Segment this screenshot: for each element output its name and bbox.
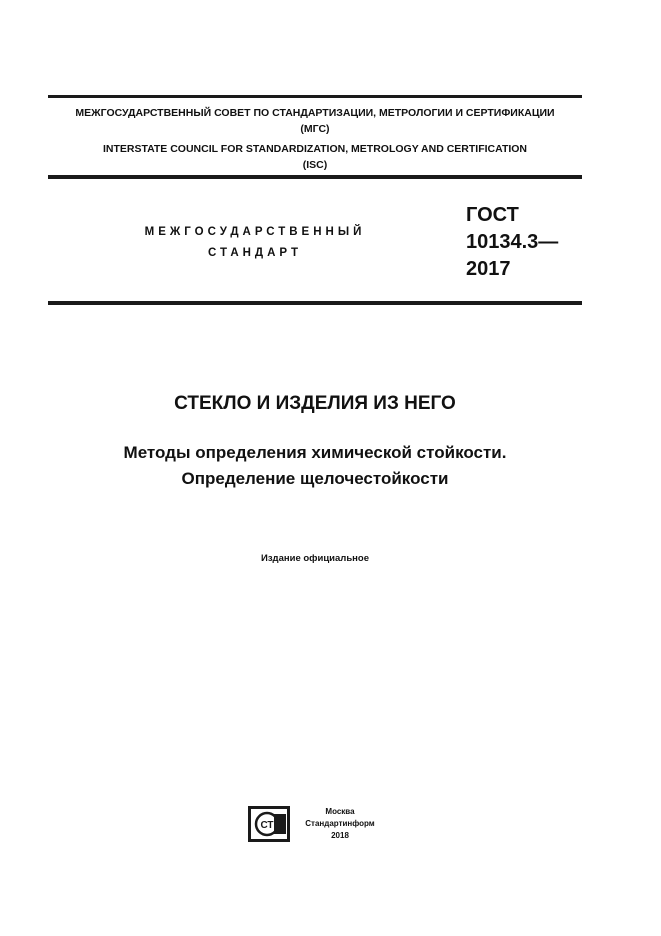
logo-text: СТ: [260, 820, 274, 831]
council-en-line2: (ISC): [302, 159, 328, 171]
standard-label-line1: МЕЖГОСУДАРСТВЕННЫЙ: [144, 226, 366, 238]
council-block: [48, 105, 582, 173]
publisher-city: Москва: [325, 807, 355, 816]
publisher-year: 2018: [331, 831, 349, 840]
gost-year: 2017: [466, 258, 511, 280]
publisher-name: Стандартинформ: [305, 819, 375, 828]
standard-label: [120, 222, 390, 264]
document-subtitle: [0, 440, 630, 492]
gost-designation: [466, 202, 558, 283]
subtitle-line2: Определение щелочестойкости: [181, 469, 449, 488]
top-rule: [48, 95, 582, 98]
standard-rule: [48, 301, 582, 305]
subtitle-line1: Методы определения химической стойкости.: [123, 443, 507, 462]
council-en-line1: INTERSTATE COUNCIL FOR STANDARDIZATION, METROLOGY AND CERTIFICATION: [102, 143, 528, 155]
standartinform-logo-icon: [248, 806, 290, 847]
edition-label: Издание официальное: [261, 553, 369, 564]
council-ru-line1: МЕЖГОСУДАРСТВЕННЫЙ СОВЕТ ПО СТАНДАРТИЗАЦИИ, МЕТРОЛОГИИ И СЕРТИФИКАЦИИ: [75, 107, 555, 119]
standard-label-line2: СТАНДАРТ: [208, 247, 302, 259]
publisher-block: [300, 806, 380, 842]
gost-prefix: ГОСТ: [466, 204, 519, 226]
council-ru-line2: (МГС): [300, 123, 330, 135]
document-title: СТЕКЛО И ИЗДЕЛИЯ ИЗ НЕГО: [174, 393, 456, 414]
council-rule: [48, 175, 582, 179]
gost-number: 10134.3—: [466, 231, 559, 253]
